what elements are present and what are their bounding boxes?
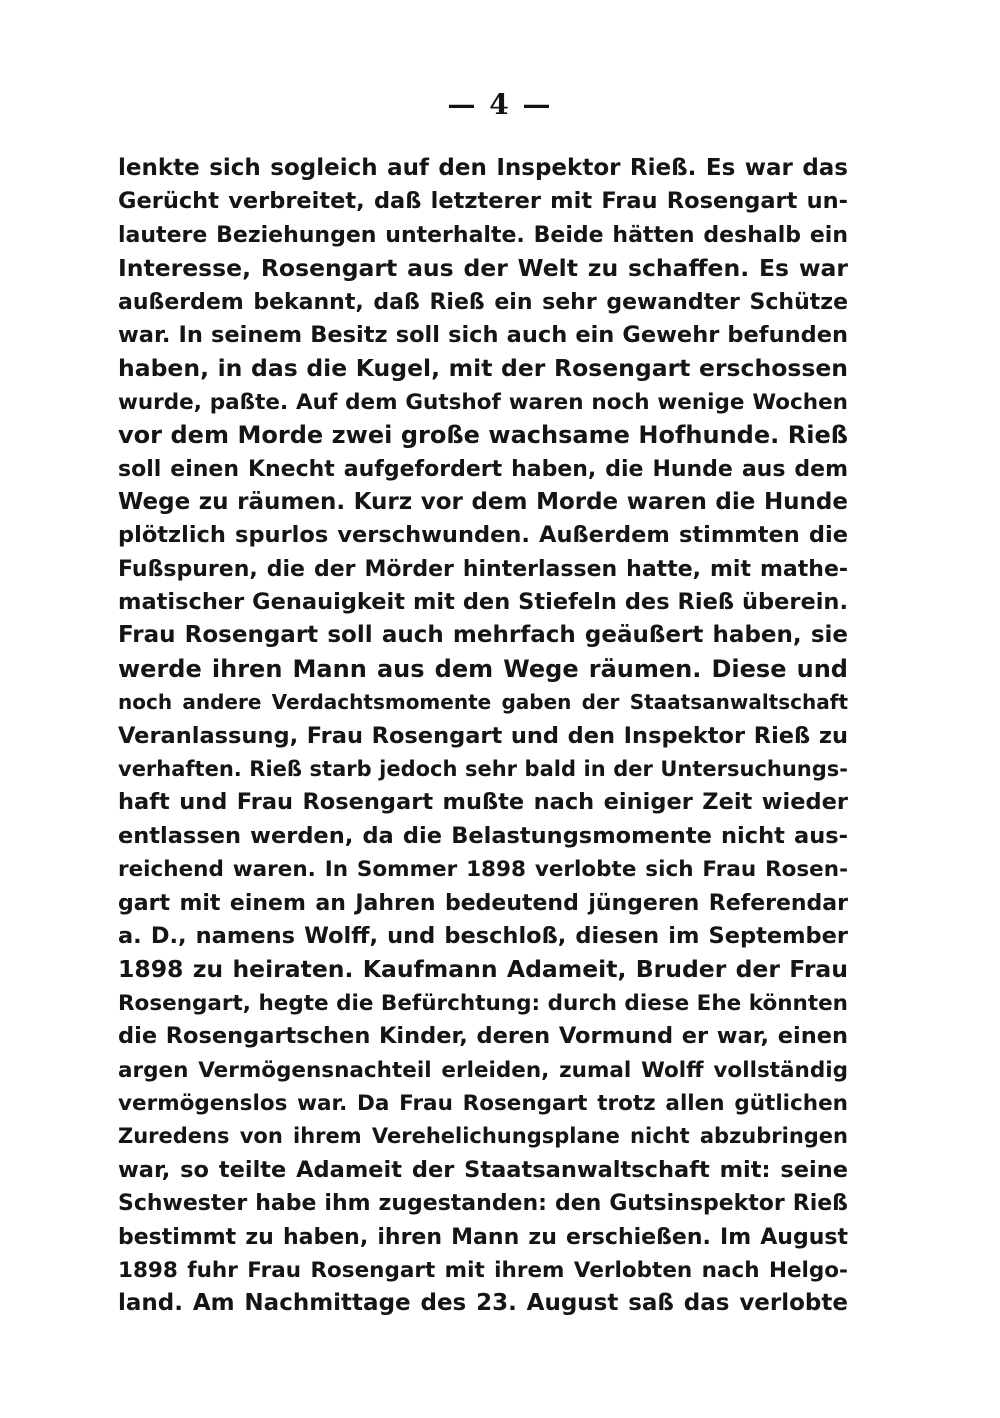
text-line: soll einen Knecht aufgefordert haben, die Hunde aus dem <box>118 456 848 482</box>
text-line: bestimmt zu haben, ihren Mann zu erschießen. Im August <box>118 1224 848 1250</box>
text-line: lautere Beziehungen unterhalte. Beide hätten deshalb ein <box>118 222 848 248</box>
text-line: matischer Genauigkeit mit den Stiefeln des Rieß überein. <box>118 589 848 616</box>
text-line: Frau Rosengart soll auch mehrfach geäußert haben, sie <box>118 622 848 649</box>
text-line: werde ihren Mann aus dem Wege räumen. Diese und <box>118 654 848 683</box>
text-line: die Rosengartschen Kinder, deren Vormund er war, einen <box>118 1023 848 1050</box>
text-line: Interesse, Rosengart aus der Welt zu schaffen. Es war <box>118 254 848 283</box>
text-line: Veranlassung, Frau Rosengart und den Inspektor Rieß zu <box>118 722 848 749</box>
text-line: 1898 fuhr Frau Rosengart mit ihrem Verlobten nach Helgo- <box>118 1257 848 1283</box>
text-line: war. In seinem Besitz soll sich auch ein Gewehr befunden <box>118 321 848 348</box>
text-line: lenkte sich sogleich auf den Inspektor Rieß. Es war das <box>118 155 848 181</box>
text-line: Rosengart, hegte die Befürchtung: durch diese Ehe könnten <box>118 990 848 1016</box>
text-line: haben, in das die Kugel, mit der Rosengart erschossen <box>118 354 848 383</box>
page-number: — 4 — <box>447 88 553 121</box>
text-line: wurde, paßte. Auf dem Gutshof waren noch wenige Wochen <box>118 389 848 415</box>
text-line: argen Vermögensnachteil erleiden, zumal Wolff vollständig <box>118 1057 848 1083</box>
text-line: gart mit einem an Jahren bedeutend jüngeren Referendar <box>118 890 848 916</box>
text-line: Schwester habe ihm zugestanden: den Gutsinspektor Rieß <box>118 1191 848 1217</box>
text-line: Fußspuren, die der Mörder hinterlassen hatte, mit mathe- <box>118 556 848 582</box>
text-line: Zuredens von ihrem Verehelichungsplane nicht abzubringen <box>118 1124 848 1149</box>
text-line: außerdem bekannt, daß Rieß ein sehr gewandter Schütze <box>118 289 848 315</box>
text-line: plötzlich spurlos verschwunden. Außerdem stimmten die <box>118 522 848 549</box>
text-line: verhaften. Rieß starb jedoch sehr bald in der Untersuchungs- <box>118 757 848 782</box>
text-line: vermögenslos war. Da Frau Rosengart trotz allen gütlichen <box>118 1090 848 1116</box>
text-line: a. D., namens Wolff, und beschloß, diesen im September <box>118 922 848 949</box>
text-line: noch andere Verdachtsmomente gaben der Staatsanwaltschaft <box>118 690 848 715</box>
text-line: Wege zu räumen. Kurz vor dem Morde waren die Hunde <box>118 488 848 515</box>
text-line: 1898 zu heiraten. Kaufmann Adameit, Bruder der Frau <box>118 955 848 984</box>
text-line: war, so teilte Adameit der Staatsanwaltschaft mit: seine <box>118 1156 848 1183</box>
body-text <box>118 152 848 1321</box>
text-line: land. Am Nachmittage des 23. August saß das verlobte <box>118 1290 848 1317</box>
text-line: Gerücht verbreitet, daß letzterer mit Frau Rosengart un- <box>118 188 848 215</box>
text-line: reichend waren. In Sommer 1898 verlobte sich Frau Rosen- <box>118 857 848 883</box>
text-line: entlassen werden, da die Belastungsmomente nicht aus- <box>118 822 848 849</box>
text-line: haft und Frau Rosengart mußte nach einiger Zeit wieder <box>118 789 848 816</box>
text-line: vor dem Morde zwei große wachsame Hofhunde. Rieß <box>118 421 848 450</box>
